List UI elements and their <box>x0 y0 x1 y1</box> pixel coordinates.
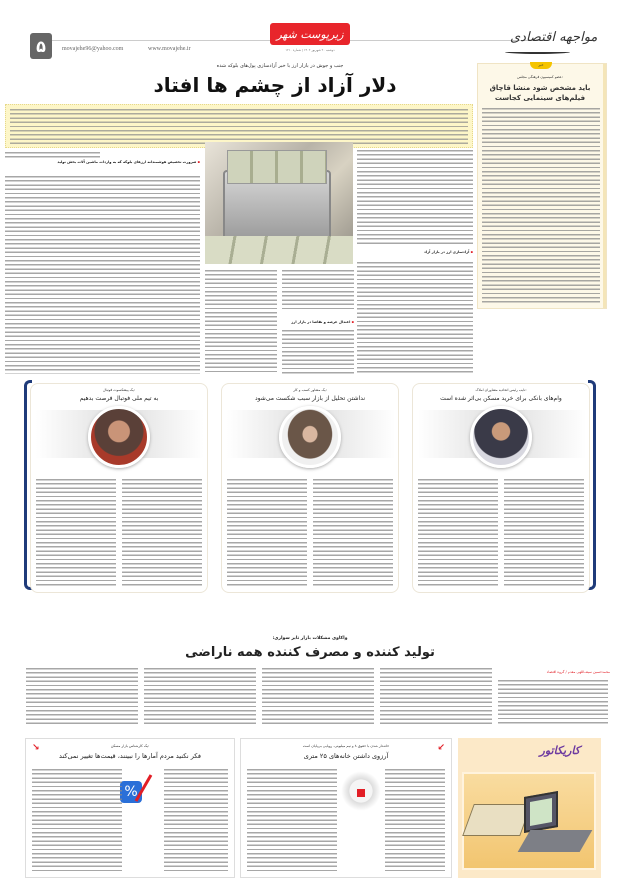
newspaper-logo: زیرپوست شهر <box>270 23 350 45</box>
body-text-column <box>26 668 138 726</box>
interview-title[interactable]: وام‌های بانکی برای خرید مسکن بی‌اثر شده است <box>440 395 562 402</box>
main-kicker: جنب و جوش در بازار ارز با خبر آزادسازی پول‌های بلوکه شده <box>216 63 344 69</box>
interviewee-portrait <box>470 406 532 468</box>
interviewee-portrait <box>88 406 150 468</box>
interview-text <box>313 479 393 587</box>
subhead-text: آزادسازی ارز در بازار آزاد <box>423 250 470 254</box>
body-text-column <box>282 330 354 374</box>
interview-kicker: یک پیشکسوت فوتبال: <box>103 388 135 392</box>
book-laptop-cartoon <box>462 772 596 870</box>
body-text-column <box>498 680 608 726</box>
body-text-column <box>357 262 473 374</box>
sidebar-body-text <box>482 108 600 304</box>
interview-card-business <box>221 383 399 593</box>
bottom-headline[interactable]: تولید کننده و مصرف کننده همه ناراضی <box>185 645 435 660</box>
red-arrow-icon: ↙ <box>437 743 445 753</box>
houses-illustration <box>341 771 381 811</box>
box-housing-stats <box>25 738 235 878</box>
website-link[interactable]: www.movajehe.ir <box>148 46 191 52</box>
open-book-shape <box>462 804 532 836</box>
red-arrow-icon: ↘ <box>32 743 40 753</box>
interview-text <box>122 479 202 587</box>
box-text <box>164 769 228 873</box>
bullet-icon: ▪ <box>469 250 473 254</box>
body-text-column <box>262 668 374 726</box>
subhead-2 <box>282 320 354 324</box>
box-text <box>385 769 445 873</box>
body-text-column <box>205 270 277 374</box>
box-title[interactable]: آرزوی داشتن خانه‌های ۲۵ متری <box>303 752 389 760</box>
cartoon-logo: کاریکاتور <box>539 744 580 757</box>
section-title: مواجهه اقتصادی <box>510 30 598 45</box>
subhead-text: اعتدال عرضه و تقاضا در بازار ارز <box>291 320 351 324</box>
money-suitcase-photo <box>205 142 353 264</box>
interview-card-football <box>30 383 208 593</box>
subhead-text: ضرورت تخصیص هوشمندانه ارزهای بلوکه که به واردات ماشین آلات بخش تولید <box>57 160 197 164</box>
box-housing-25m <box>240 738 452 878</box>
subhead-1 <box>357 250 473 254</box>
red-house-icon <box>357 789 365 797</box>
sidebar-kicker: عضو کمیسیون فرهنگی مجلس: <box>517 75 563 79</box>
box-kicker: خانه‌دار شدن با حقوق ۸ و نیم میلیونی، رویایی بی‌پایان است <box>302 744 390 748</box>
dollar-bills-shape <box>227 150 327 184</box>
email-link[interactable]: movajehe96@yahoo.com <box>62 46 124 52</box>
sidebar-title[interactable]: باید مشخص شود منشا قاچاق فیلم‌های سینمایی کجاست <box>489 84 591 102</box>
page-number: ۵ <box>30 33 52 59</box>
interview-title[interactable]: نداشتن تحلیل از بازار سبب شکست می‌شود <box>254 395 366 402</box>
interview-kicker: نایب رئیس اتحادیه مشاوران املاک: <box>475 388 527 392</box>
bottom-kicker: واکاوی مشکلات بازار تایر سواری: <box>272 636 348 641</box>
percent-icon: % <box>120 781 142 803</box>
interview-text <box>36 479 116 587</box>
interviewee-portrait <box>279 406 341 468</box>
interview-text <box>227 479 307 587</box>
body-text-column <box>5 176 200 374</box>
percent-chart-illustration <box>116 769 160 809</box>
box-text <box>32 769 122 873</box>
body-text <box>5 152 100 158</box>
body-text-column <box>144 668 256 726</box>
bullet-icon: ▪ <box>350 320 354 324</box>
section-swoosh-icon <box>505 50 570 54</box>
byline-text: محمدحسین سیف‌اللهی مقدم / گروه اقتصاد <box>546 670 610 674</box>
subhead-3 <box>5 160 200 164</box>
interview-title[interactable]: به تیم ملی فوتبال فرصت بدهیم <box>79 395 159 402</box>
dollar-bills-shape <box>205 236 353 264</box>
main-headline[interactable]: دلار آزاد از چشم ها افتاد <box>153 73 397 97</box>
lead-text <box>10 109 468 145</box>
body-text-column <box>380 668 492 726</box>
box-title[interactable]: فکر نکنید مردم آمارها را نبینند، قیمت‌ها تغییر نمی‌کند <box>59 752 201 760</box>
interview-text <box>418 479 498 587</box>
laptop-keyboard-shape <box>518 830 593 852</box>
laptop-shape <box>524 791 558 833</box>
bullet-icon: ▪ <box>196 160 200 164</box>
interview-text <box>504 479 584 587</box>
interview-card-realestate <box>412 383 590 593</box>
box-kicker: یک کارشناس بازار مسکن: <box>110 744 150 748</box>
interview-kicker: یک مشاور کسب و کار: <box>293 388 327 392</box>
body-text-column <box>357 150 473 244</box>
box-text <box>247 769 337 873</box>
news-badge: خبر <box>530 62 552 69</box>
body-text-column <box>282 270 354 310</box>
dateline: دوشنبه ۲۰ شهریور ۱۴۰۲ | شماره ۱۲۱۰ <box>285 48 335 52</box>
